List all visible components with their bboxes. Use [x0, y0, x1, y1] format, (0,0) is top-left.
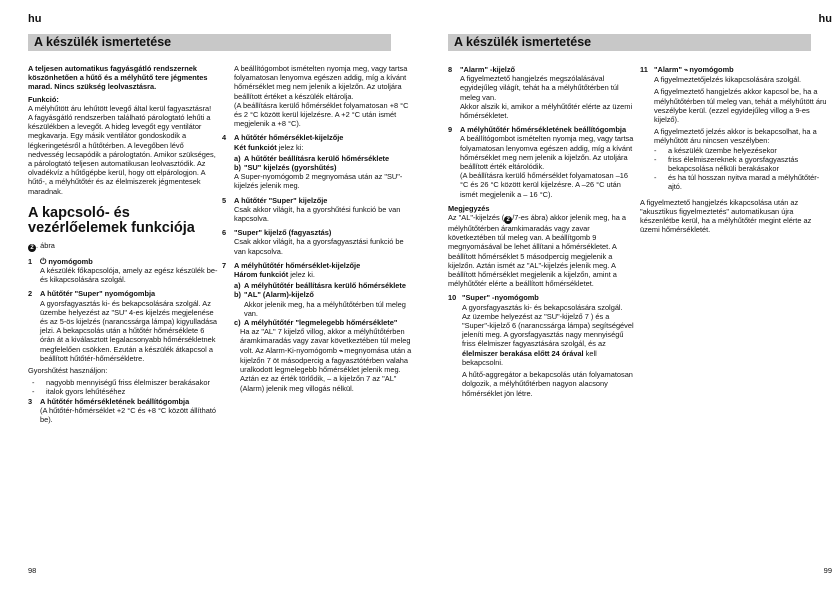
control-item-9: 9 A mélyhűtőtér hőmérsékletének beállítógombja A beállítógombot ismételten nyomja meg, vagy tartsa folyamatosan lenyomva egészen addig, míg a kívánt hőmérséklet meg nem jelenik a kijelzőn. Az utoljára beállított érték eltárolódik. (A beállításra kerülő hőmérséklet folyamatosan –16 °C és 26 °C között kerül kijelzésre. A –26 °C után ismét megjelenik a – 16 °C). [448, 125, 638, 199]
item-title: "Alarm" -kijelző [460, 65, 516, 74]
right-column-2 [640, 60, 830, 234]
intro-text: A teljesen automatikus fagyásgátló rendszernek köszönhetően a hűtő és a mélyhűtő tere jégmentes marad. Nincs szükség leolvasztásra. [28, 64, 208, 92]
control-item-1 [28, 257, 218, 285]
control-item-6 [222, 228, 412, 256]
page-98 [0, 0, 419, 595]
alarm-off-icon: ⌁ [339, 347, 343, 355]
col2-intro-2: (A beállításra kerülő hőmérséklet folyamatosan +8 °C és 2 °C között kerül kijelzésre. A +2 °C után ismét megjelenik a +8 °C). [234, 100, 409, 129]
figure-ref-text: . ábra [36, 240, 55, 250]
alarm-list-item: - friss élelmiszereknek a gyorsfagyasztás bekapcsolása nélküli berakásakor [654, 154, 799, 174]
item-text: Akkor jelenik meg, ha a mélyhűtőtérben túl meleg van. [244, 299, 406, 318]
figure-reference [28, 241, 218, 252]
quickcool-heading: Gyorshűtést használjon: [28, 366, 108, 376]
col2-intro: A beállítógombot ismételten nyomja meg, vagy tartsa folyamatosan lenyomva egészen addig, míg a kívánt hőmérséklet meg nem jelenik a kijelzőn. Az utoljára beállított értéket a készülék eltárolja. [234, 64, 408, 101]
control-item-11: 11 "Alarm" ⌁ nyomógomb A figyelmeztetőjelzés kikapcsolására szolgál. A figyelmeztető hangjelzés akkor kapcsol be, ha a mélyhűtőtérben túl meleg van, tehát a mélyhűtött áru veszélybe kerül. (ezzel egyidejűleg villog a 9-es kijelző). A figyelmeztető jelzés akkor is bekapcsolhat, ha a mélyhűtött áru nincsen veszélyben: - a készülék üzembe helyezésekor - friss élelmiszereknek a gyorsfagyasztás bekapcsolása nélküli berakásakor - és ha túl hosszan nyitva marad a mélyhűtőtér-ajtó. [640, 65, 830, 192]
power-icon: ⏻ [40, 256, 47, 266]
item-number: 3 [28, 396, 33, 406]
left-column-2 [222, 64, 412, 393]
control-item-8: 8 "Alarm" -kijelző A figyelmeztető hangjelzés megszólalásával egyidejűleg világít, tehát ha a mélyhűtőtérben túl meleg van. Akkor alszik ki, amikor a mélyhűtőtér elérte az üzemi hőmérsékletet. [448, 65, 638, 120]
item-title: "Super" -nyomógomb [462, 293, 539, 303]
item-number: 6 [222, 228, 227, 238]
item-number: 7 [222, 260, 227, 270]
note-heading: Megjegyzés [448, 203, 490, 213]
section-title: A készülék ismertetése [28, 34, 391, 51]
note-text: Az "AL"-kijelzés ( 2 /7-es ábra) akkor jelenik meg, ha a mélyhűtőtérben áramkimaradás vagy zavar következtében túl meleg van. A beállítgomb 9 megnyomásával be lehet állítani a hőmérsékletet. A beállított hőmérséklet 5 másodpercig megjelenik a kijelzőn. Aztán ismét az "AL"-kijelzés jelenik meg. A beállított hőmérséklet megjelenik a kijelzőn, amint a mélyhűtőtér elérte a beállított hőmérsékletet. [448, 213, 626, 289]
left-column-1 [28, 64, 218, 424]
item-text: A gyorsfagyasztás ki- és bekapcsolására szolgál. Az üzembe helyezést az "SU" 4-es kijelzés megjelenése és az 5-ös kijelzés (narancssárga lámpa) kigyulladása jelzi. A bekapcsolás után a hűtőtér hőmérséklete 6 órán át a kiválasztott legalacsonyabb hőmérsékletnek megfelelően csökken. Ezután a készülék átkapcsol a beállított hűtőtér-hőmérsékletre. [40, 298, 218, 363]
language-code: hu [28, 13, 42, 25]
control-item-10: 10 "Super" -nyomógomb A gyorsfagyasztás ki- és bekapcsolására szolgál. Az üzembe helyezést az "SU"-kijelző 7 ) és a "Super"-kijelző 6 (narancssárga lámpa) segítségével jeleníti meg. A gyorsfagyasztás nagy mennyiségű friss élelmiszer fagyasztására szolgál, és az élelmiszer berakása előtt 24 órával kell bekapcsolni. A hűtő-aggregátor a bekapcsolás után folyamatosan dolgozik, a mélyhűtőtérben nagyon alacsony hőmérséklet jön létre. [448, 293, 638, 397]
item-number: 4 [222, 133, 227, 143]
item-number: 2 [28, 289, 33, 299]
item-title: A mélyhűtőtér hőmérséklet-kijelzője [234, 260, 361, 270]
page-number: 99 [823, 566, 832, 575]
item-number: 5 [222, 195, 227, 205]
item-title: A hűtőtér hőmérséklet-kijelzője [234, 133, 344, 143]
item-title: A hűtőtér "Super" kijelzője [234, 195, 328, 205]
control-item-2 [28, 289, 218, 363]
function-heading: Funkció: [28, 94, 59, 104]
page-99 [420, 0, 839, 595]
item-title: A mélyhűtőtér hőmérsékletének beállítógombja [460, 125, 627, 135]
figure-number-icon: 2 [28, 244, 36, 252]
right-column-1 [448, 60, 638, 398]
alarm-off-icon: ⌁ [684, 67, 688, 74]
item-text: Csak akkor világít, ha a gyorshűtési funkció be van kapcsolva. [234, 204, 401, 224]
closing-text: A figyelmeztető hangjelzés kikapcsolása után az "akusztikus figyelmeztetés" automatikusan újra készenlétbe kerül, ha a mélyhűtőtér megint elérte az üzemi hőmérsékletét. [640, 197, 812, 235]
alarm-list-item: - és ha túl hosszan nyitva marad a mélyhűtőtér-ajtó. [654, 173, 820, 192]
figure-number-icon: 2 [504, 216, 512, 224]
item-text: A készülék főkapcsolója, amely az egész készülék be- és kikapcsolására szolgál. [40, 266, 218, 285]
control-item-4: 4 A hűtőtér hőmérséklet-kijelzője Két funkciót jelez ki: a) A hűtőtér beállításra kerülő hőmérséklete b) "SU" kijelzés (gyorshűtés) A Super-nyomógomb 2 megnyomása után az "SU"-kijelzés jelenik meg. [222, 133, 412, 190]
section-title: A készülék ismertetése [448, 34, 811, 51]
control-item-3 [28, 397, 218, 425]
control-item-5 [222, 196, 412, 224]
language-code: hu [818, 13, 832, 25]
item-title: "Super" kijelző (fagyasztás) [234, 228, 332, 238]
function-text-1: A mélyhűtött áru lehűtött levegő által kerül fagyasztásra! [28, 103, 212, 113]
item-title: A hűtőtér "Super" nyomógombja [40, 289, 156, 299]
item-title: A hűtőtér hőmérsékletének beállítógombja [40, 396, 190, 406]
item-text: Csak akkor világít, ha a gyorsfagyasztási funkció be van kapcsolva. [234, 237, 404, 256]
item-title: nyomógomb [48, 256, 93, 266]
item-number: 1 [28, 256, 33, 266]
item-text: A Super-nyomógomb 2 megnyomása után az "SU"-kijelzés jelenik meg. [234, 172, 403, 191]
page-number: 98 [28, 566, 37, 575]
controls-heading: A kapcsoló- és vezérlőelemek funkciója [28, 204, 195, 236]
control-item-7: 7 A mélyhűtőtér hőmérséklet-kijelzője Három funkciót jelez ki. a) A mélyhűtőtér beállításra kerülő hőmérséklete b) "AL" (Alarm)-kijelző Akkor jelenik meg, ha a mélyhűtőtérben túl meleg van. c) A mélyhűtőtér "legmelegebb hőmérséklete" Ha az "AL" 7 kijelző villog, akkor a mélyhűtőtérben áramkimaradás vagy zavar következtében túl meleg volt. Az Alarm-Ki-nyomógomb ⌁ megnyomása után a kijelzőn 7 öt másodpercig a fagyasztótérben valaha uralkodott legmelegebb hőmérséklet jelenik meg. Aztán ez az érték törlődik, – a kijelzőn 7 az "AL" (Alarm) jelenik meg villogás nélkül. [222, 260, 412, 393]
quickcool-list-item: - nagyobb mennyiségű friss élelmiszer berakásakor [32, 378, 210, 388]
function-text-2: A fagyásgátló rendszerben található párologtató lehűti a készülékben a levegőt. A hideg levegőt egy ventilátor megkavarja. Egy másik ventilátor gondoskodik a légkeringetésről a hűtőtérben. A levegőben lévő nedvesség lecsapódik a párologtatón. Amikor szükséges, a párologtató teljesen automatikusan leolvasztódik. Az olvadékvíz a hűtőgépbe kerül, hogy ott elpárologjon. A hűtő-, a mélyhűtőtér és az élelmiszerek jégmentesek maradnak. [28, 113, 216, 196]
item-text: (A hűtőtér-hőmérséklet +2 °C és +8 °C között állítható be). [40, 405, 216, 425]
alarm-list-item: - a készülék üzembe helyezésekor [654, 145, 777, 155]
quickcool-list-item: - italok gyors lehűtéséhez [32, 387, 126, 397]
